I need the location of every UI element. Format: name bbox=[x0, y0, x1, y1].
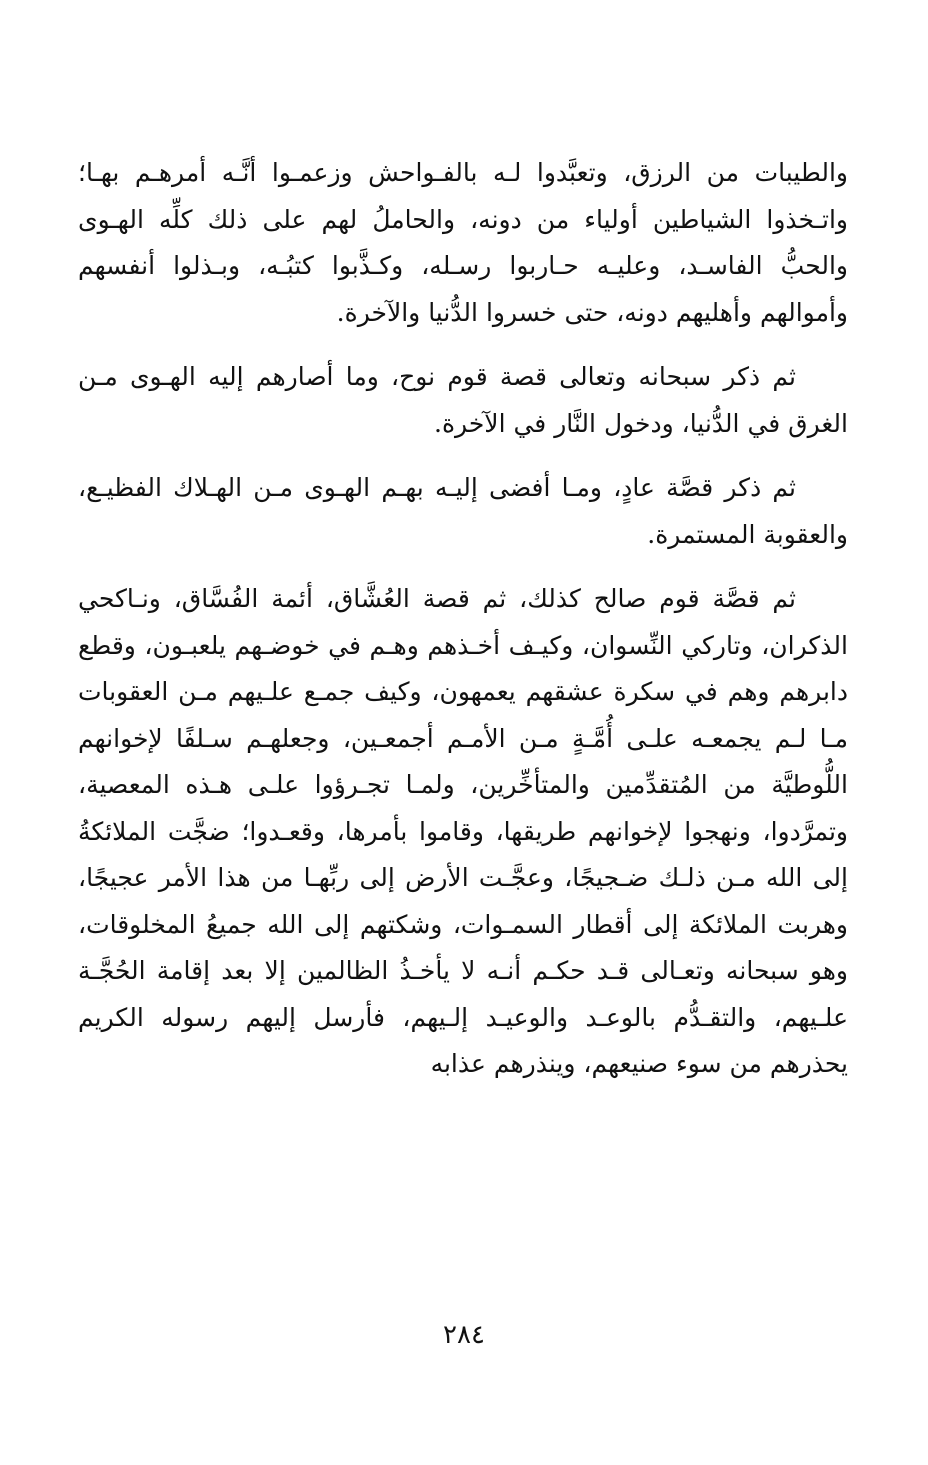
paragraph-1: والطيبات من الرزق، وتعبَّدوا لـه بالفـواحش وزعمـوا أنَّـه أمرهـم بهـا؛ واتـخذوا الشياطين أولياء من دونه، والحاملُ لهم على ذلك كلِّه الهـوى والحبُّ الفاسـد، وعليـه حـاربوا رسـله، وكـذَّبوا كتبُـه، وبـذلوا أنفسهم وأموالهم وأهليهم دونه، حتى خسروا الدُّنيا والآخرة. bbox=[78, 158, 848, 327]
paragraph-3: ثم ذكر قصَّة عادٍ، ومـا أفضى إليـه بهـم الهـوى مـن الهـلاك الفظيـع، والعقوبة المستمرة. bbox=[78, 473, 848, 549]
body-text bbox=[78, 150, 848, 1088]
paragraph-2: ثم ذكر سبحانه وتعالى قصة قوم نوح، وما أصارهم إليه الهـوى مـن الغرق في الدُّنيا، ودخول النَّار في الآخرة. bbox=[78, 362, 848, 438]
paragraph-4: ثم قصَّة قوم صالح كذلك، ثم قصة العُشَّاق، أئمة الفُسَّاق، ونـاكحي الذكران، وتاركي النِّسوان، وكيـف أخـذهم وهـم في خوضـهم يلعبـون، وقطع دابرهم وهم في سكرة عشقهم يعمهون، وكيف جمـع علـيهم مـن العقوبات مـا لـم يجمعـه علـى أُمَّـةٍ مـن الأمـم أجمعـين، وجعلهـم سـلفًا لإخوانهم اللُّوطيَّة من المُتقدِّمين والمتأخِّرين، ولمـا تجـرؤوا علـى هـذه المعصية، وتمرَّدوا، ونهجوا لإخوانهم طريقها، وقاموا بأمرها، وقعـدوا؛ ضجَّت الملائكةُ إلى الله مـن ذلـك ضـجيجًا، وعجَّـت الأرض إلى ربِّهـا من هذا الأمر عجيجًا، وهربت الملائكة إلى أقطار السمـوات، وشكتهم إلى الله جميعُ المخلوقات، وهو سبحانه وتعـالى قـد حكـم أنـه لا يأخـذُ الظالمين إلا بعد إقامة الحُجَّـة علـيهم، والتقـدُّم بالوعـد والوعيـد إلـيهم، فأرسل إليهم رسوله الكريم يحذرهم من سوء صنيعهم، وينذرهم عذابه bbox=[78, 584, 848, 1078]
page-number: ٢٨٤ bbox=[443, 1320, 485, 1350]
